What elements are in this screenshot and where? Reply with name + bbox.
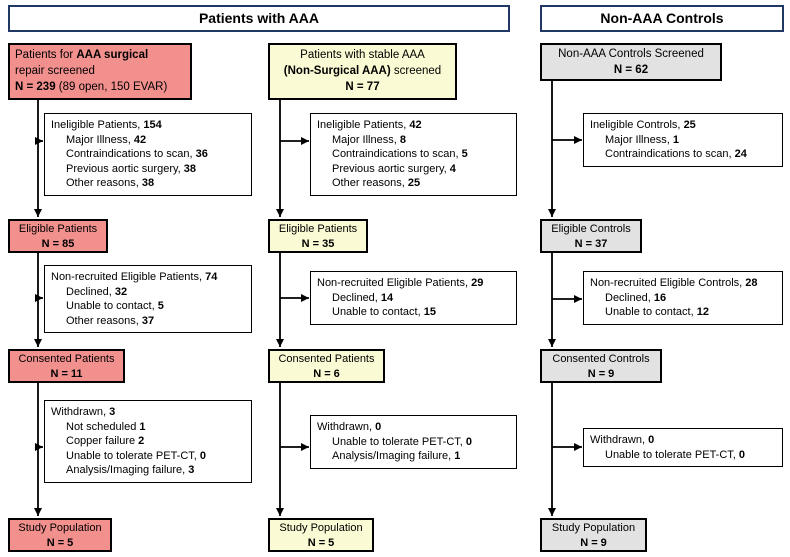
nonsurgical-eligible-box: Eligible Patients N = 35 bbox=[268, 219, 368, 253]
controls-withdrawn-box: Withdrawn, 0 Unable to tolerate PET-CT, 0 bbox=[583, 428, 783, 467]
header-non-aaa-controls: Non-AAA Controls bbox=[540, 5, 784, 32]
nonsurgical-nonrecruited-box: Non-recruited Eligible Patients, 29 Declined, 14 Unable to contact, 15 bbox=[310, 271, 517, 325]
controls-study-population-box: Study Population N = 9 bbox=[540, 518, 647, 552]
nonsurgical-screened-box: Patients with stable AAA (Non-Surgical AAA) screened N = 77 bbox=[268, 43, 457, 100]
surgical-study-population-box: Study Population N = 5 bbox=[8, 518, 112, 552]
nonsurgical-connectors bbox=[280, 100, 309, 516]
nonsurgical-consented-box: Consented Patients N = 6 bbox=[268, 349, 385, 383]
controls-eligible-box: Eligible Controls N = 37 bbox=[540, 219, 642, 253]
nonsurgical-study-population-box: Study Population N = 5 bbox=[268, 518, 374, 552]
nonsurgical-ineligible-box: Ineligible Patients, 42 Major Illness, 8 Contraindications to scan, 5 Previous aortic surgery, 4 Other reasons, 25 bbox=[310, 113, 517, 196]
surgical-connectors bbox=[38, 100, 43, 516]
controls-consented-box: Consented Controls N = 9 bbox=[540, 349, 662, 383]
surgical-ineligible-box: Ineligible Patients, 154 Major Illness, 42 Contraindications to scan, 36 Previous aortic surgery, 38 Other reasons, 38 bbox=[44, 113, 252, 196]
surgical-nonrecruited-box: Non-recruited Eligible Patients, 74 Declined, 32 Unable to contact, 5 Other reasons, 37 bbox=[44, 265, 252, 333]
surgical-screened-box: Patients for AAA surgical repair screened N = 239 (89 open, 150 EVAR) bbox=[8, 43, 192, 100]
controls-ineligible-box: Ineligible Controls, 25 Major Illness, 1 Contraindications to scan, 24 bbox=[583, 113, 783, 167]
surgical-withdrawn-box: Withdrawn, 3 Not scheduled 1 Copper failure 2 Unable to tolerate PET-CT, 0 Analysis/Imaging failure, 3 bbox=[44, 400, 252, 483]
controls-connectors bbox=[552, 81, 582, 516]
surgical-consented-box: Consented Patients N = 11 bbox=[8, 349, 125, 383]
nonsurgical-withdrawn-box: Withdrawn, 0 Unable to tolerate PET-CT, 0 Analysis/Imaging failure, 1 bbox=[310, 415, 517, 469]
controls-screened-box: Non-AAA Controls Screened N = 62 bbox=[540, 43, 722, 81]
controls-nonrecruited-box: Non-recruited Eligible Controls, 28 Declined, 16 Unable to contact, 12 bbox=[583, 271, 783, 325]
surgical-eligible-box: Eligible Patients N = 85 bbox=[8, 219, 108, 253]
header-patients-aaa: Patients with AAA bbox=[8, 5, 510, 32]
